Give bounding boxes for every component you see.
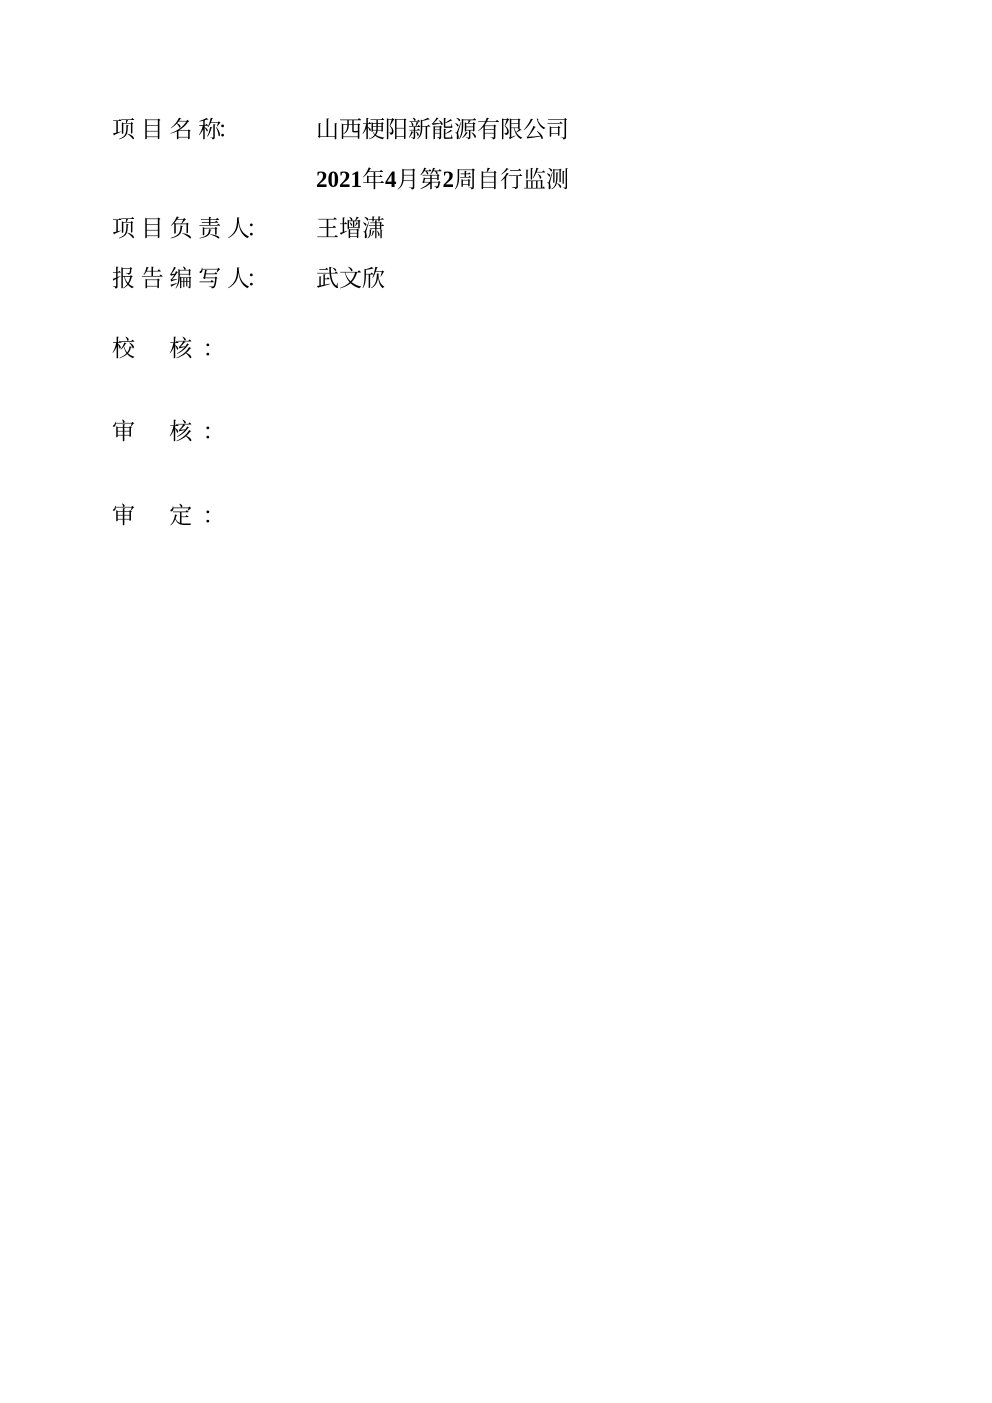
field-colon-checked-by: ： — [202, 335, 226, 361]
field-label-approved-by — [112, 498, 308, 534]
period-week-unit: 周自行监测 — [454, 166, 569, 192]
field-colon-reviewed-by: ： — [202, 419, 226, 445]
field-value-report-author: 武文欣 — [316, 265, 385, 291]
period-week: 2 — [442, 166, 454, 192]
field-value-project-manager: 王增潇 — [316, 216, 385, 242]
field-label-project-manager — [112, 211, 308, 247]
field-label-reviewed-by-text: 审 核 — [112, 419, 207, 445]
period-month-unit: 月第 — [396, 166, 443, 192]
field-label-project-manager-text: 项 目 负 责 人 — [112, 216, 250, 242]
field-colon-project-name: ： — [217, 117, 241, 142]
field-row-reviewed-by — [112, 414, 892, 450]
period-year: 2021 — [316, 166, 362, 192]
field-row-project-manager — [112, 211, 892, 247]
field-label-report-author-text: 报 告 编 写 人 — [112, 265, 250, 291]
field-colon-project-manager: ： — [246, 216, 269, 242]
field-label-checked-by-text: 校 核 — [112, 335, 207, 361]
field-label-project-name — [112, 112, 308, 148]
field-row-project-name — [112, 112, 892, 148]
field-label-reviewed-by — [112, 414, 308, 450]
period-month: 4 — [385, 166, 397, 192]
field-colon-approved-by: ： — [202, 502, 226, 528]
document-body — [112, 112, 892, 547]
field-label-report-author — [112, 261, 308, 297]
field-row-checked-by — [112, 331, 892, 367]
field-value-project-name: 山西梗阳新能源有限公司 — [316, 117, 569, 142]
field-colon-report-author: ： — [246, 265, 269, 291]
field-label-approved-by-text: 审 定 — [112, 502, 207, 528]
field-label-checked-by — [112, 331, 308, 367]
period-year-unit: 年 — [362, 166, 385, 192]
field-row-report-author — [112, 261, 892, 297]
field-row-approved-by — [112, 498, 892, 534]
field-label-project-name-text: 项 目 名 称 — [112, 117, 222, 142]
field-value-project-period — [112, 162, 892, 198]
